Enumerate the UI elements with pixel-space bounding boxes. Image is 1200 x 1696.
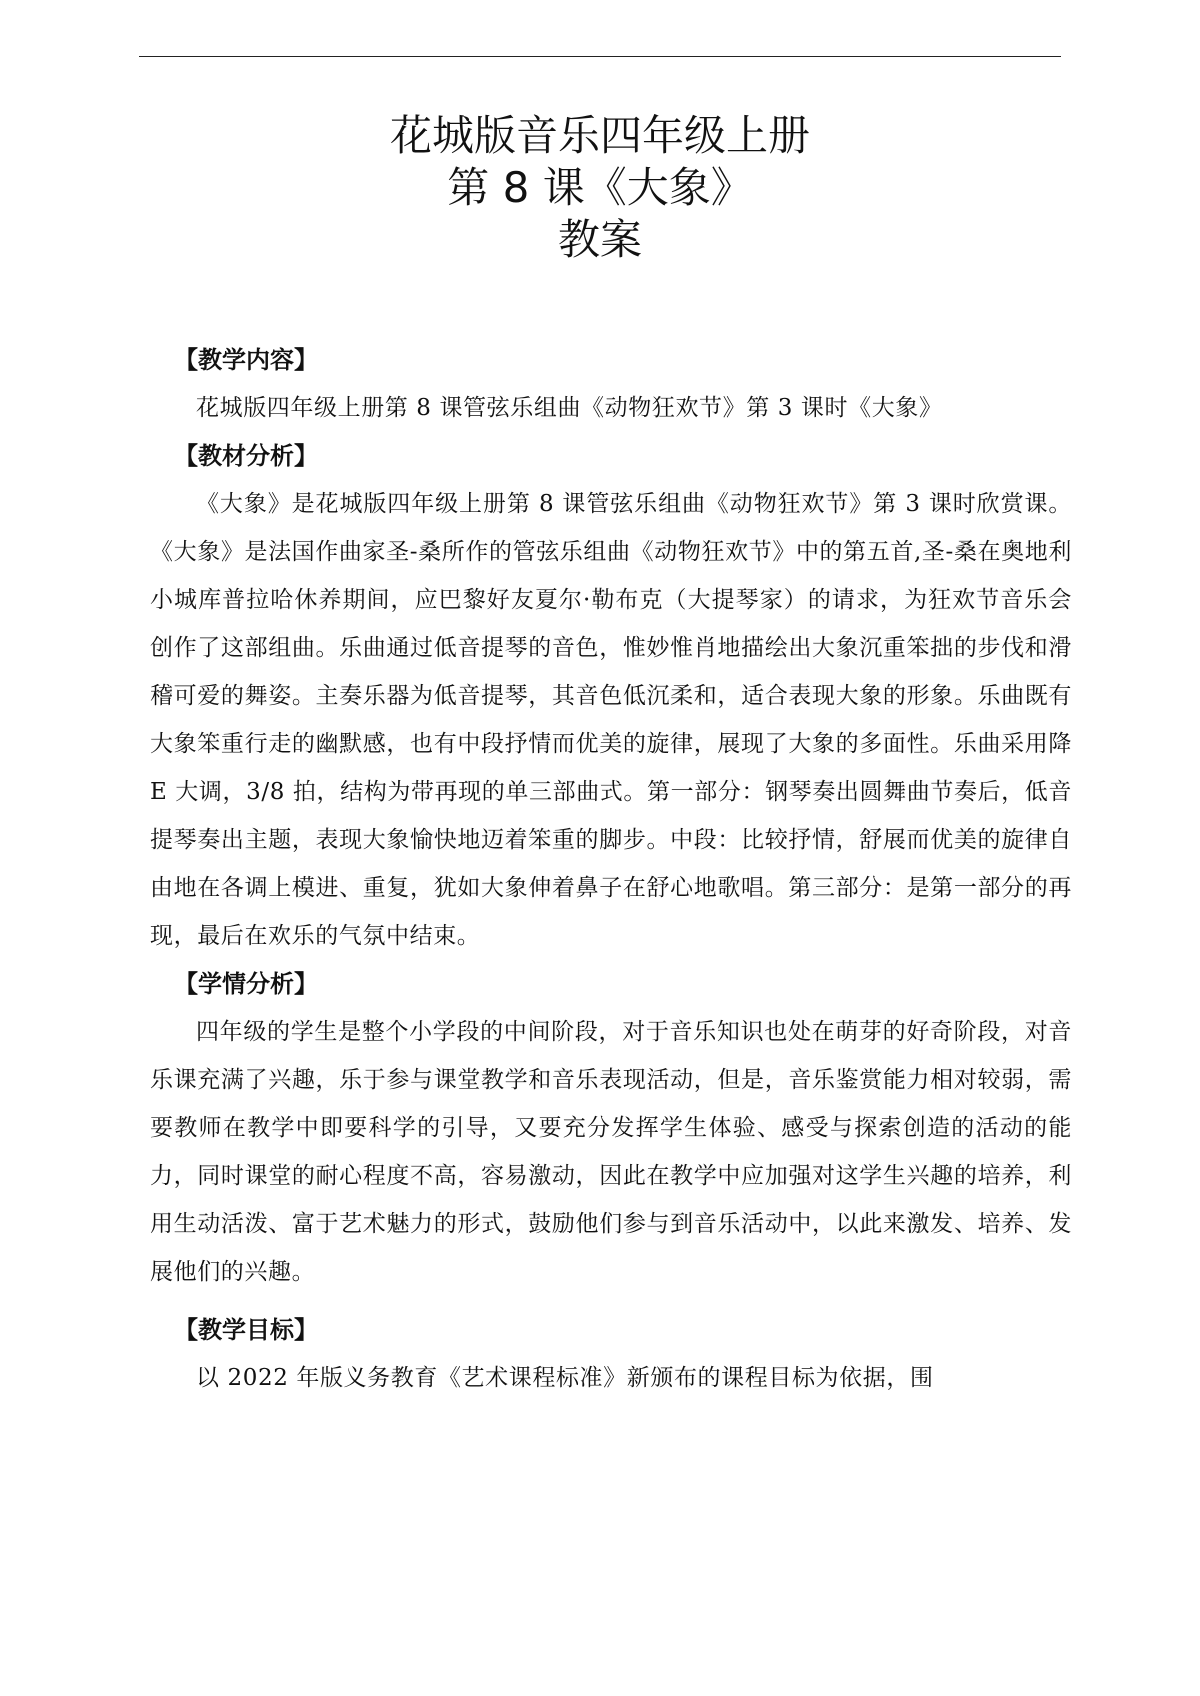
section-spacer: [150, 1296, 1072, 1306]
section-heading-material-analysis: 【教材分析】: [174, 442, 318, 470]
title-line-2: 第 8 课《大象》: [447, 163, 753, 212]
section-heading-learner-analysis: 【学情分析】: [174, 970, 318, 998]
section-heading-teaching-goals: 【教学目标】: [174, 1316, 318, 1344]
section-paragraph-learner-analysis: 四年级的学生是整个小学段的中间阶段，对于音乐知识也处在萌芽的好奇阶段，对音乐课充满了兴趣，乐于参与课堂教学和音乐表现活动，但是，音乐鉴赏能力相对较弱，需要教师在教学中即要科学的引导，又要充分发挥学生体验、感受与探索创造的活动的能力，同时课堂的耐心程度不高，容易激动，因此在教学中应加强对这学生兴趣的培养，利用生动活泼、富于艺术魅力的形式，鼓励他们参与到音乐活动中，以此来激发、培养、发展他们的兴趣。: [150, 1019, 1072, 1285]
section-paragraph-teaching-goals: 以 2022 年版义务教育《艺术课程标准》新颁布的课程目标为依据，围: [196, 1365, 934, 1391]
section-paragraph-teaching-content: 花城版四年级上册第 8 课管弦乐组曲《动物狂欢节》第 3 课时《大象》: [196, 395, 943, 421]
title-line-3: 教案: [557, 215, 642, 264]
section-heading-teaching-content: 【教学内容】: [174, 346, 318, 374]
section-paragraph-material-analysis: 《大象》是花城版四年级上册第 8 课管弦乐组曲《动物狂欢节》第 3 课时欣赏课。《大象》是法国作曲家圣-桑所作的管弦乐组曲《动物狂欢节》中的第五首,圣-桑在奥地利小城库普拉哈休养期间，应巴黎好友夏尔·勒布克（大提琴家）的请求，为狂欢节音乐会创作了这部组曲。乐曲通过低音提琴的音色，惟妙惟肖地描绘出大象沉重笨拙的步伐和滑稽可爱的舞姿。主奏乐器为低音提琴，其音色低沉柔和，适合表现大象的形象。乐曲既有大象笨重行走的幽默感，也有中段抒情而优美的旋律，展现了大象的多面性。乐曲采用降 E 大调，3/8 拍，结构为带再现的单三部曲式。第一部分：钢琴奏出圆舞曲节奏后，低音提琴奏出主题，表现大象愉快地迈着笨重的脚步。中段：比较抒情，舒展而优美的旋律自由地在各调上模进、重复，犹如大象伸着鼻子在舒心地歌唱。第三部分：是第一部分的再现，最后在欢乐的气氛中结束。: [150, 491, 1072, 949]
document-body: [150, 336, 1072, 1402]
document-title: [0, 110, 1200, 266]
title-line-1: 花城版音乐四年级上册: [389, 111, 810, 160]
header-rule: [139, 56, 1061, 57]
